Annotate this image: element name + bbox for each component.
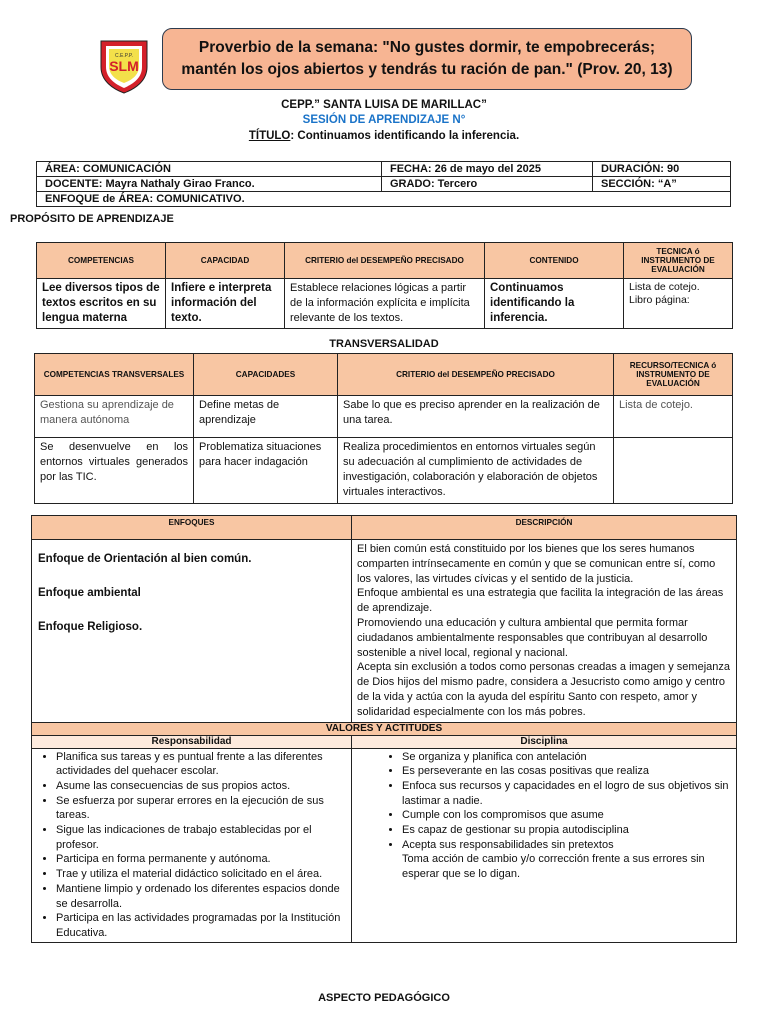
header-contenido: CONTENIDO <box>485 243 624 279</box>
header-enfoques: ENFOQUES <box>32 516 352 540</box>
transversalidad-title: TRANSVERSALIDAD <box>329 338 439 350</box>
list-item: • Cumple con los compromisos que asume <box>402 808 732 823</box>
grado-cell: GRADO: Tercero <box>382 177 593 192</box>
tecnica-line-1: Lista de cotejo. <box>629 281 700 293</box>
list-item: • Sigue las indicaciones de trabajo establecidas por el profesor. <box>56 823 347 852</box>
info-table <box>36 161 731 207</box>
enfoque-area-cell: ENFOQUE de ÁREA: COMUNICATIVO. <box>37 192 731 207</box>
area-cell: ÁREA: COMUNICACIÓN <box>37 162 382 177</box>
transversal-recurso-cell: Lista de cotejo. <box>614 396 733 438</box>
valor-disciplina-title: Disciplina <box>352 735 737 748</box>
header-capacidad: CAPACIDAD <box>166 243 285 279</box>
header-tecnica: TECNICA ó INSTRUMENTO DE EVALUACIÓN <box>624 243 733 279</box>
docente-cell: DOCENTE: Mayra Nathaly Girao Franco. <box>37 177 382 192</box>
transversalidad-table <box>34 353 733 504</box>
seccion-cell: SECCIÓN: “A” <box>593 177 731 192</box>
list-item: • Se organiza y planifica con antelación <box>402 750 732 765</box>
list-item: • Planifica sus tareas y es puntual frente a las diferentes actividades del quehacer escolar. <box>56 750 347 779</box>
session-title <box>0 130 768 142</box>
title-label: TÍTULO <box>248 130 291 142</box>
svg-text:C.E.P.P.: C.E.P.P. <box>115 53 133 59</box>
valor-responsabilidad-title: Responsabilidad <box>32 735 352 748</box>
enfoque-item: Enfoque Religioso. <box>38 621 143 633</box>
transversal-criterio-cell: Sabe lo que es preciso aprender en la realización de una tarea. <box>338 396 614 438</box>
disciplina-extra: Toma acción de cambio y/o corrección frente a sus errores sin esperar que se lo digan. <box>402 853 705 881</box>
tecnica-cell <box>624 279 733 329</box>
proposito-table <box>36 242 733 329</box>
session-label: SESIÓN DE APRENDIZAJE N° <box>302 114 466 126</box>
responsabilidad-list <box>32 748 352 942</box>
transversal-criterio-cell: Realiza procedimientos en entornos virtuales según su adecuación al cumplimiento de actividades de investigación, colaboración y elaboración de objetos virtuales interactivos. <box>338 438 614 504</box>
transversal-recurso-cell <box>614 438 733 504</box>
descripcion-paragraph: Acepta sin exclusión a todos como personas creadas a imagen y semejanza de Dios hijos del mismo padre, considera a Jesucristo como amigo y centro de la vida y actúa con la ayuda del espíritu Santo con respeto, amor y solidaridad especialmente con los más pobres. <box>357 661 730 718</box>
fecha-cell: FECHA: 26 de mayo del 2025 <box>382 162 593 177</box>
header-competencias: COMPETENCIAS <box>37 243 166 279</box>
proposito-title: PROPÓSITO DE APRENDIZAJE <box>10 213 174 225</box>
enfoques-table <box>31 515 737 943</box>
tecnica-line-2: Libro página: <box>629 294 690 306</box>
list-item: • Participa en las actividades programadas por la Institución Educativa. <box>56 911 347 940</box>
contenido-cell: Continuamos identificando la inferencia. <box>485 279 624 329</box>
list-item: • Es perseverante en las cosas positivas que realiza <box>402 764 732 779</box>
descripcion-paragraph: El bien común está constituido por los bienes que los seres humanos comparten intrínsecamente en común y que se comunican entre sí, como los valores, las virtudes cívicas y el sentido de la justicia. <box>357 543 716 585</box>
list-item: • Trae y utiliza el material didáctico solicitado en el área. <box>56 867 347 882</box>
list-item: • Mantiene limpio y ordenado los diferentes espacios donde se desarrolla. <box>56 882 347 911</box>
criterio-cell: Establece relaciones lógicas a partir de la información explícita e implícita relevante de los textos. <box>285 279 485 329</box>
capacidad-cell: Infiere e interpreta información del texto. <box>166 279 285 329</box>
header-criterio-transversal: CRITERIO del DESEMPEÑO PRECISADO <box>338 354 614 396</box>
descripcion-paragraph: Promoviendo una educación y cultura ambiental que permita formar ciudadanos ambientalmente responsables que contribuyan al desarrollo sostenible a nivel local, regional y nacional. <box>357 616 708 659</box>
school-name: CEPP.” SANTA LUISA DE MARILLAC” <box>281 99 487 111</box>
header-criterio: CRITERIO del DESEMPEÑO PRECISADO <box>285 243 485 279</box>
list-item: • Participa en forma permanente y autónoma. <box>56 852 347 867</box>
transversal-competencia-cell: Se desenvuelve en los entornos virtuales generados por las TIC. <box>35 438 194 504</box>
transversal-competencia-cell: Gestiona su aprendizaje de manera autónoma <box>35 396 194 438</box>
enfoques-descripcion <box>352 540 737 723</box>
footer-title: ASPECTO PEDAGÓGICO <box>318 992 450 1004</box>
svg-text:SLM: SLM <box>109 58 139 74</box>
enfoque-item: Enfoque de Orientación al bien común. <box>38 553 252 565</box>
school-logo <box>97 37 151 95</box>
disciplina-list <box>352 748 737 942</box>
list-item: • Acepta sus responsabilidades sin pretextos <box>402 838 732 853</box>
list-item: • Se esfuerza por superar errores en la ejecución de sus tareas. <box>56 794 347 823</box>
header-competencias-transversales: COMPETENCIAS TRANSVERSALES <box>35 354 194 396</box>
enfoque-item: Enfoque ambiental <box>38 587 141 599</box>
proverb-banner: Proverbio de la semana: "No gustes dormir, te empobrecerás; mantén los ojos abiertos y tendrás tu ración de pan." (Prov. 20, 13) <box>162 28 692 90</box>
transversal-capacidad-cell: Problematiza situaciones para hacer indagación <box>194 438 338 504</box>
transversal-capacidad-cell: Define metas de aprendizaje <box>194 396 338 438</box>
title-value: : Continuamos identificando la inferencia. <box>290 130 520 142</box>
list-item: • Enfoca sus recursos y capacidades en el logro de sus objetivos sin lastimar a nadie. <box>402 779 732 808</box>
list-item: • Asume las consecuencias de sus propios actos. <box>56 779 347 794</box>
list-item: • Es capaz de gestionar su propia autodisciplina <box>402 823 732 838</box>
valores-title: VALORES Y ACTITUDES <box>32 722 737 735</box>
competencia-cell: Lee diversos tipos de textos escritos en su lengua materna <box>37 279 166 329</box>
descripcion-paragraph: Enfoque ambiental es una estrategia que facilita la integración de las áreas de aprendizaje. <box>357 587 724 615</box>
duracion-cell: DURACIÓN: 90 <box>593 162 731 177</box>
header-capacidades: CAPACIDADES <box>194 354 338 396</box>
header-descripcion: DESCRIPCIÓN <box>352 516 737 540</box>
header-recurso: RECURSO/TECNICA ó INSTRUMENTO DE EVALUACIÓN <box>614 354 733 396</box>
enfoques-list <box>32 540 352 723</box>
